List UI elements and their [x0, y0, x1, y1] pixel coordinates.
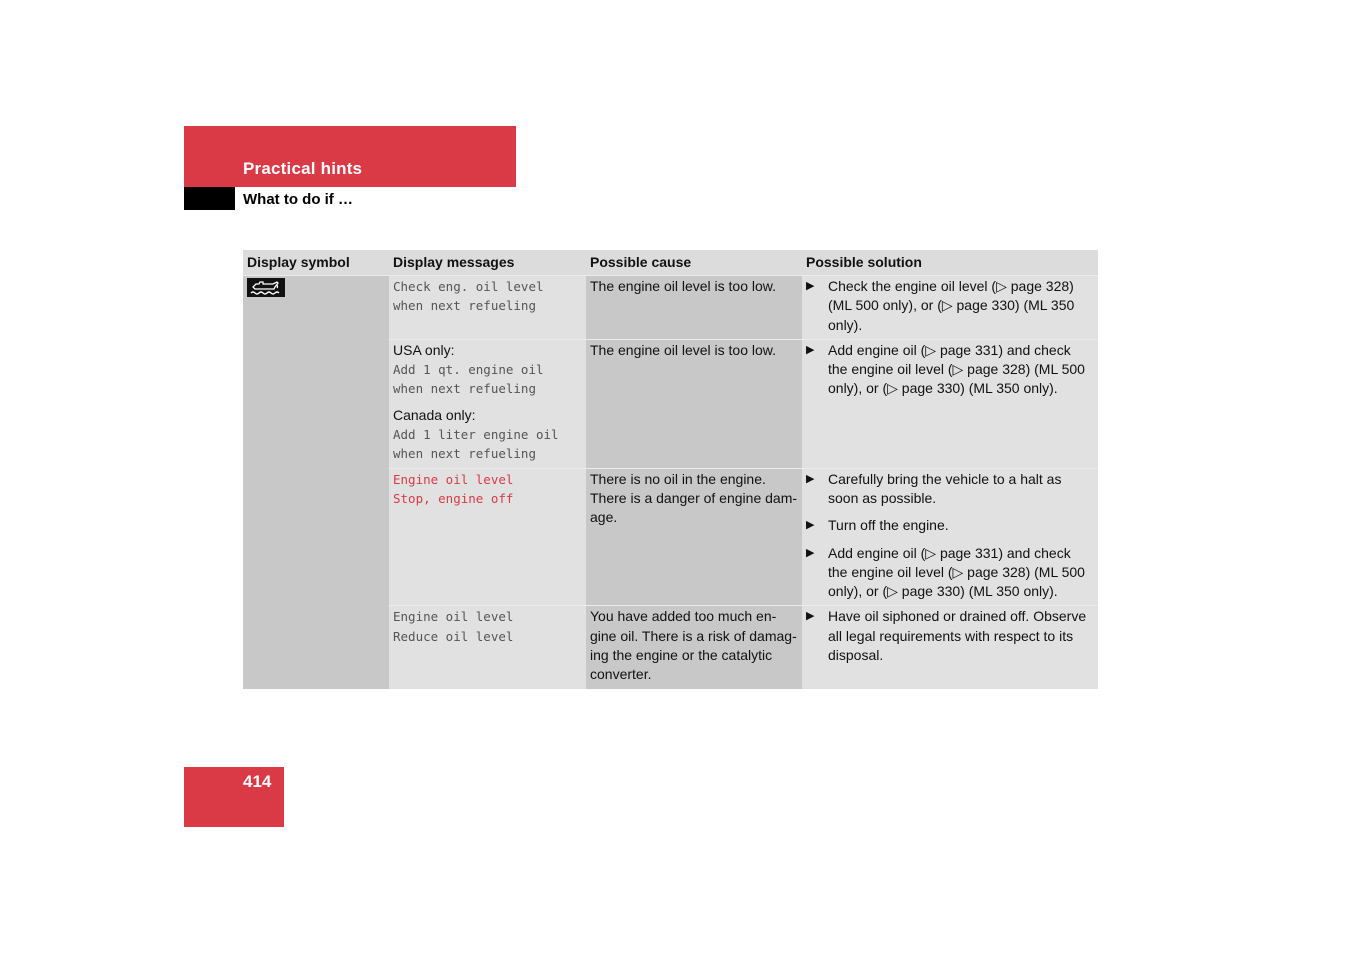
page-number: 414 [243, 772, 272, 791]
section-marker [184, 187, 235, 210]
solution-step [806, 341, 1094, 399]
solution-step [806, 544, 1094, 602]
solution-text: Turn off the engine. [828, 517, 949, 534]
bullet-arrow-icon: ▶ [806, 610, 815, 623]
display-message-cell [389, 276, 586, 340]
possible-solution-cell [802, 339, 1098, 468]
usa-label: USA only: [393, 341, 455, 358]
warning-message-line: Stop, engine off [393, 490, 514, 506]
bullet-arrow-icon: ▶ [806, 343, 815, 356]
solution-step [806, 607, 1094, 665]
chapter-title: Practical hints [243, 159, 363, 178]
solution-text: Add engine oil (▷ page 331) and check the engine oil level (▷ page 328) (ML 500 only), or (▷ page 330) (ML 350 only). [828, 341, 1085, 397]
display-message-line: Engine oil level [393, 609, 514, 625]
bullet-arrow-icon: ▶ [806, 280, 815, 292]
possible-cause-cell: The engine oil level is too low. [586, 339, 802, 468]
solution-step [806, 470, 1094, 509]
solution-step [806, 516, 1094, 535]
display-message-line: Add 1 qt. engine oil [393, 362, 544, 378]
display-message-line: Add 1 liter engine oil [393, 427, 559, 443]
bullet-arrow-icon: ▶ [806, 519, 815, 532]
possible-solution-cell [802, 276, 1098, 340]
column-header-messages: Display messages [389, 250, 586, 276]
solution-text: Have oil siphoned or drained off. Observe all legal requirements with respect to its disposal. [828, 608, 1087, 664]
display-message-line: Reduce oil level [393, 628, 514, 644]
solution-text: Check the engine oil level (▷ page 328) (ML 500 only), or (▷ page 330) (ML 350 only). [828, 278, 1075, 333]
display-message-cell [389, 339, 586, 468]
solution-step [806, 277, 1094, 335]
display-message-cell [389, 468, 586, 606]
possible-solution-cell [802, 606, 1098, 689]
solution-text: Carefully bring the vehicle to a halt as soon as possible. [828, 470, 1062, 506]
bullet-arrow-icon: ▶ [806, 546, 815, 559]
table-row [243, 276, 1098, 340]
display-message-cell [389, 606, 586, 689]
table-header-row [243, 250, 1098, 276]
canada-label: Canada only: [393, 406, 476, 423]
warning-message-line: Engine oil level [393, 471, 514, 487]
display-message-line: when next refueling [393, 298, 536, 314]
possible-cause-cell: The engine oil level is too low. [586, 276, 802, 340]
solution-text: Add engine oil (▷ page 331) and check the engine oil level (▷ page 328) (ML 500 only), or (▷ page 330) (ML 350 only). [828, 544, 1085, 600]
bullet-arrow-icon: ▶ [806, 472, 815, 485]
engine-oil-level-icon [247, 278, 285, 297]
column-header-solution: Possible solution [802, 250, 1098, 276]
possible-solution-cell [802, 468, 1098, 606]
section-title: What to do if … [243, 191, 353, 208]
possible-cause-cell: You have added too much en- gine oil. There is a risk of damag- ing the engine or the catalytic converter. [586, 606, 802, 689]
display-symbol-cell [243, 276, 389, 689]
column-header-symbol: Display symbol [243, 250, 389, 276]
column-header-cause: Possible cause [586, 250, 802, 276]
possible-cause-cell: There is no oil in the engine. There is a danger of engine dam- age. [586, 468, 802, 606]
display-message-line: when next refueling [393, 446, 536, 462]
display-message-line: Check eng. oil level [393, 279, 544, 294]
display-message-line: when next refueling [393, 381, 536, 397]
display-messages-table [243, 250, 1098, 689]
